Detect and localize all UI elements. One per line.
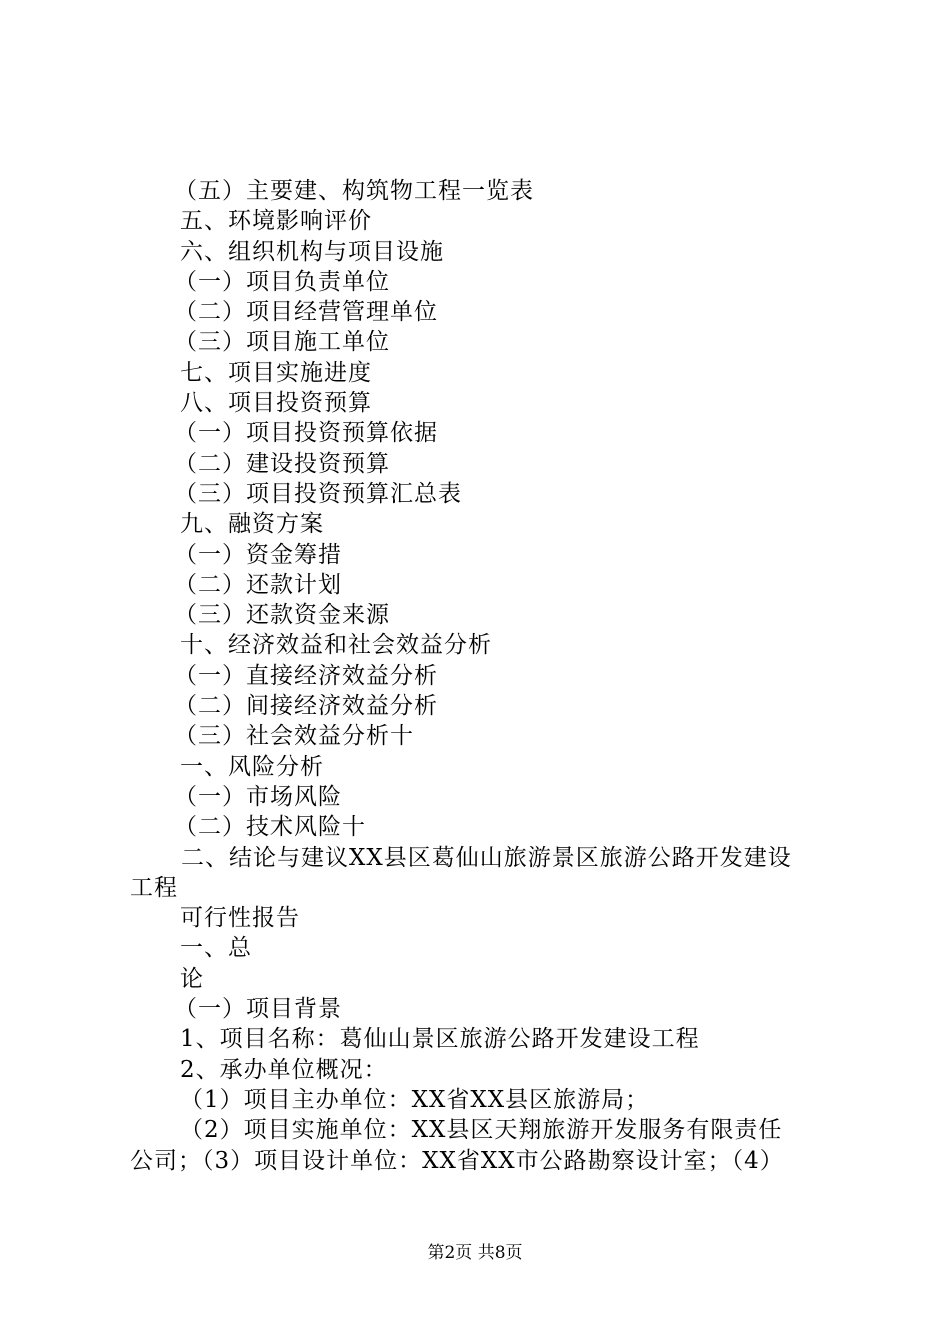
- text-line: （三）项目投资预算汇总表: [174, 480, 462, 507]
- text-line: （三）项目施工单位: [174, 329, 390, 356]
- text-line: （二）项目经营管理单位: [174, 299, 438, 326]
- text-line: 八、项目投资预算: [180, 390, 372, 417]
- text-line: （三）社会效益分析十: [174, 723, 414, 750]
- text-line: 六、组织机构与项目设施: [180, 238, 444, 265]
- text-line: 九、融资方案: [180, 511, 324, 538]
- text-line: （一）项目背景: [174, 996, 342, 1023]
- text-line: （一）项目投资预算依据: [174, 420, 438, 447]
- text-line: 1、项目名称：葛仙山景区旅游公路开发建设工程: [180, 1026, 700, 1053]
- text-line: 二、结论与建议XX县区葛仙山旅游景区旅游公路开发建设: [181, 844, 792, 871]
- text-line: 工程: [130, 874, 178, 901]
- text-line: （1）项目主办单位：XX省XX县区旅游局；: [180, 1086, 650, 1113]
- text-line: 十、经济效益和社会效益分析: [180, 632, 492, 659]
- text-line: （一）资金筹措: [174, 541, 342, 568]
- page-footer: 第2页 共8页: [427, 1243, 523, 1263]
- text-line: （二）还款计划: [174, 571, 342, 598]
- text-line: （一）直接经济效益分析: [174, 662, 438, 689]
- text-line: 论: [180, 965, 204, 992]
- text-line: （二）建设投资预算: [174, 450, 390, 477]
- text-line: 七、项目实施进度: [180, 359, 372, 386]
- text-line: 一、总: [180, 935, 252, 962]
- text-line: （三）还款资金来源: [174, 602, 390, 629]
- text-line: （一）项目负责单位: [174, 268, 390, 295]
- text-line: （二）间接经济效益分析: [174, 693, 438, 720]
- text-line: （二）技术风险十: [174, 814, 366, 841]
- document-body: [130, 176, 830, 1176]
- text-line: 五、环境影响评价: [180, 208, 372, 235]
- text-line: 公司；（3）项目设计单位：XX省XX市公路勘察设计室；（4）: [130, 1147, 784, 1174]
- text-line: 可行性报告: [180, 905, 300, 932]
- text-line: （五）主要建、构筑物工程一览表: [174, 178, 534, 204]
- text-line: （一）市场风险: [174, 783, 342, 810]
- text-line: 一、风险分析: [180, 753, 324, 780]
- text-line: （2）项目实施单位：XX县区天翔旅游开发服务有限责任: [180, 1117, 783, 1144]
- text-line: 2、承办单位概况：: [180, 1056, 388, 1083]
